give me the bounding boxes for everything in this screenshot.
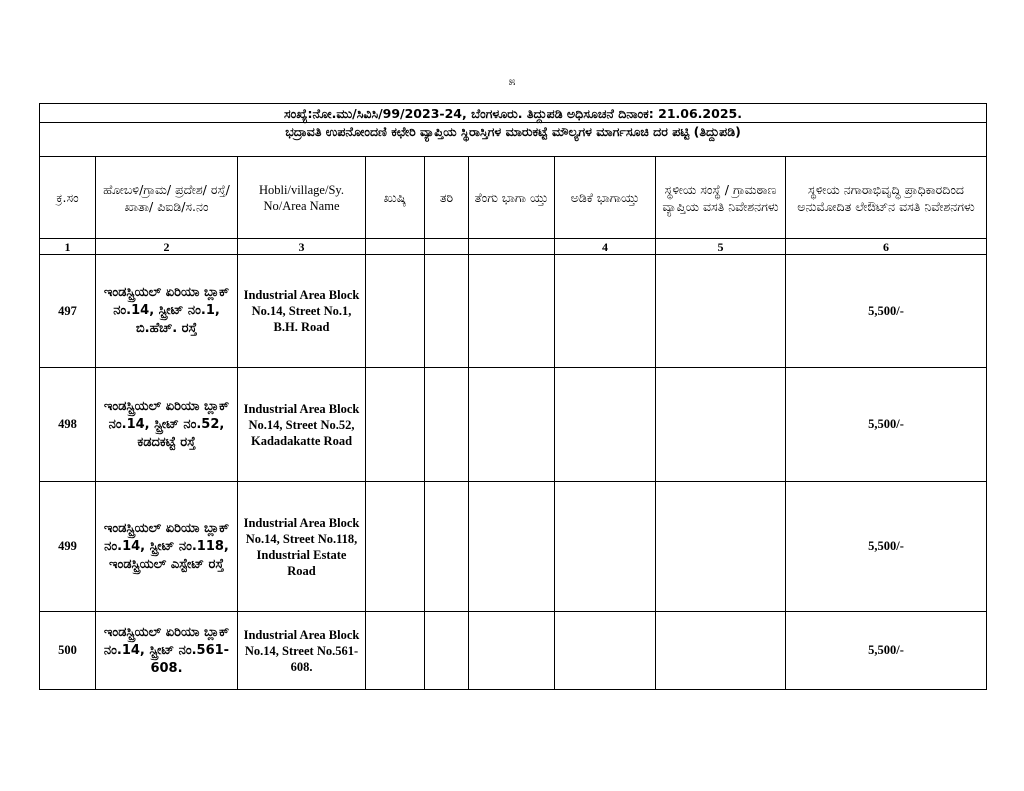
column-number: 4 bbox=[555, 239, 656, 255]
serial-number: 498 bbox=[40, 368, 96, 482]
column-number: 3 bbox=[238, 239, 366, 255]
place-name-english: Industrial Area Block No.14, Street No.1, B.H. Road bbox=[238, 255, 366, 368]
tari-cell bbox=[425, 368, 469, 482]
place-name-english: Industrial Area Block No.14, Street No.118, Industrial Estate Road bbox=[238, 482, 366, 612]
column-number: 2 bbox=[96, 239, 238, 255]
place-name-kannada: ಇಂಡಸ್ಟ್ರಿಯಲ್ ಏರಿಯಾ ಬ್ಲಾಕ್ ನಂ.14, ಸ್ಟ್ರೀಟ್ ನಂ.1, ಬಿ.ಹೆಚ್. ರಸ್ತೆ bbox=[96, 255, 238, 368]
column-number: 6 bbox=[786, 239, 987, 255]
page-number: ೫ bbox=[508, 74, 516, 88]
tengu-cell bbox=[469, 482, 555, 612]
header-adike-bhagayatu: ಅಡಿಕೆ ಭಾಗಾಯ್ತು bbox=[555, 157, 656, 239]
notification-title: ಸಂಖ್ಯೆ:ನೋ.ಮು/ಸಿವಿಸಿ/99/2023-24, ಬೆಂಗಳೂರು. ತಿದ್ದುಪಡಿ ಅಧಿಸೂಚನೆ ದಿನಾಂಕ: 21.06.2025. bbox=[40, 104, 987, 123]
serial-number: 497 bbox=[40, 255, 96, 368]
table-row bbox=[40, 255, 987, 368]
column-number: 5 bbox=[656, 239, 786, 255]
table-row bbox=[40, 612, 987, 690]
column-number-blank bbox=[469, 239, 555, 255]
place-name-kannada: ಇಂಡಸ್ಟ್ರಿಯಲ್ ಏರಿಯಾ ಬ್ಲಾಕ್ ನಂ.14, ಸ್ಟ್ರೀಟ್ ನಂ.118, ಇಂಡಸ್ಟ್ರಿಯಲ್ ಎಸ್ಟೇಟ್ ರಸ್ತೆ bbox=[96, 482, 238, 612]
place-name-kannada: ಇಂಡಸ್ಟ್ರಿಯಲ್ ಏರಿಯಾ ಬ್ಲಾಕ್ ನಂ.14, ಸ್ಟ್ರೀಟ್ ನಂ.52, ಕಡದಕಟ್ಟೆ ರಸ್ತೆ bbox=[96, 368, 238, 482]
tari-cell bbox=[425, 255, 469, 368]
column-number-blank bbox=[366, 239, 425, 255]
adike-cell bbox=[555, 612, 656, 690]
header-hobli-english: Hobli/village/Sy. No/Area Name bbox=[238, 157, 366, 239]
header-approved-layout-sites: ಸ್ಥಳೀಯ ನಗಾರಾಭಿವೃದ್ಧಿ ಪ್ರಾಧಿಕಾರದಿಂದ ಅನುಮೋದಿತ ಲೇಔಟ್‌ನ ವಸತಿ ನಿವೇಶನಗಳು bbox=[786, 157, 987, 239]
layout-site-rate: 5,500/- bbox=[786, 255, 987, 368]
adike-cell bbox=[555, 368, 656, 482]
serial-number: 499 bbox=[40, 482, 96, 612]
guideline-rate-table bbox=[39, 103, 987, 690]
table-row bbox=[40, 482, 987, 612]
tengu-cell bbox=[469, 368, 555, 482]
khushki-cell bbox=[366, 368, 425, 482]
layout-site-rate: 5,500/- bbox=[786, 612, 987, 690]
place-name-english: Industrial Area Block No.14, Street No.561-608. bbox=[238, 612, 366, 690]
layout-site-rate: 5,500/- bbox=[786, 368, 987, 482]
local-body-cell bbox=[656, 255, 786, 368]
header-local-body-sites: ಸ್ಥಳೀಯ ಸಂಸ್ಥೆ / ಗ್ರಾಮಠಾಣ ವ್ಯಾಪ್ತಿಯ ವಸತಿ ನಿವೇಶನಗಳು bbox=[656, 157, 786, 239]
column-number: 1 bbox=[40, 239, 96, 255]
place-name-kannada: ಇಂಡಸ್ಟ್ರಿಯಲ್ ಏರಿಯಾ ಬ್ಲಾಕ್ ನಂ.14, ಸ್ಟ್ರೀಟ್ ನಂ.561-608. bbox=[96, 612, 238, 690]
local-body-cell bbox=[656, 482, 786, 612]
column-number-row bbox=[40, 239, 987, 255]
adike-cell bbox=[555, 255, 656, 368]
tengu-cell bbox=[469, 612, 555, 690]
header-serial-no: ಕ್ರ.ಸಂ bbox=[40, 157, 96, 239]
khushki-cell bbox=[366, 255, 425, 368]
tari-cell bbox=[425, 612, 469, 690]
table-title: ಭದ್ರಾವತಿ ಉಪನೋಂದಣಿ ಕಛೇರಿ ವ್ಯಾಪ್ತಿಯ ಸ್ಥಿರಾಸ್ತಿಗಳ ಮಾರುಕಟ್ಟೆ ಮೌಲ್ಯಗಳ ಮಾರ್ಗಸೂಚಿ ದರ ಪಟ್ಟಿ (ತಿದ್ದುಪಡಿ) bbox=[40, 123, 987, 157]
local-body-cell bbox=[656, 368, 786, 482]
place-name-english: Industrial Area Block No.14, Street No.52, Kadadakatte Road bbox=[238, 368, 366, 482]
header-hobli-kannada: ಹೋಬಳಿ/ಗ್ರಾಮ/ ಪ್ರದೇಶ/ ರಸ್ತೆ/ಖಾತಾ/ ಪಿಐಡಿ/ಸ.ನಂ bbox=[96, 157, 238, 239]
header-tari: ತರಿ bbox=[425, 157, 469, 239]
adike-cell bbox=[555, 482, 656, 612]
header-khushki: ಖುಷ್ಕಿ bbox=[366, 157, 425, 239]
khushki-cell bbox=[366, 612, 425, 690]
serial-number: 500 bbox=[40, 612, 96, 690]
tengu-cell bbox=[469, 255, 555, 368]
tari-cell bbox=[425, 482, 469, 612]
header-tengu-bhagayatu: ತೆಂಗು ಭಾಗಾ ಯ್ತು bbox=[469, 157, 555, 239]
layout-site-rate: 5,500/- bbox=[786, 482, 987, 612]
local-body-cell bbox=[656, 612, 786, 690]
table-row bbox=[40, 368, 987, 482]
column-number-blank bbox=[425, 239, 469, 255]
khushki-cell bbox=[366, 482, 425, 612]
